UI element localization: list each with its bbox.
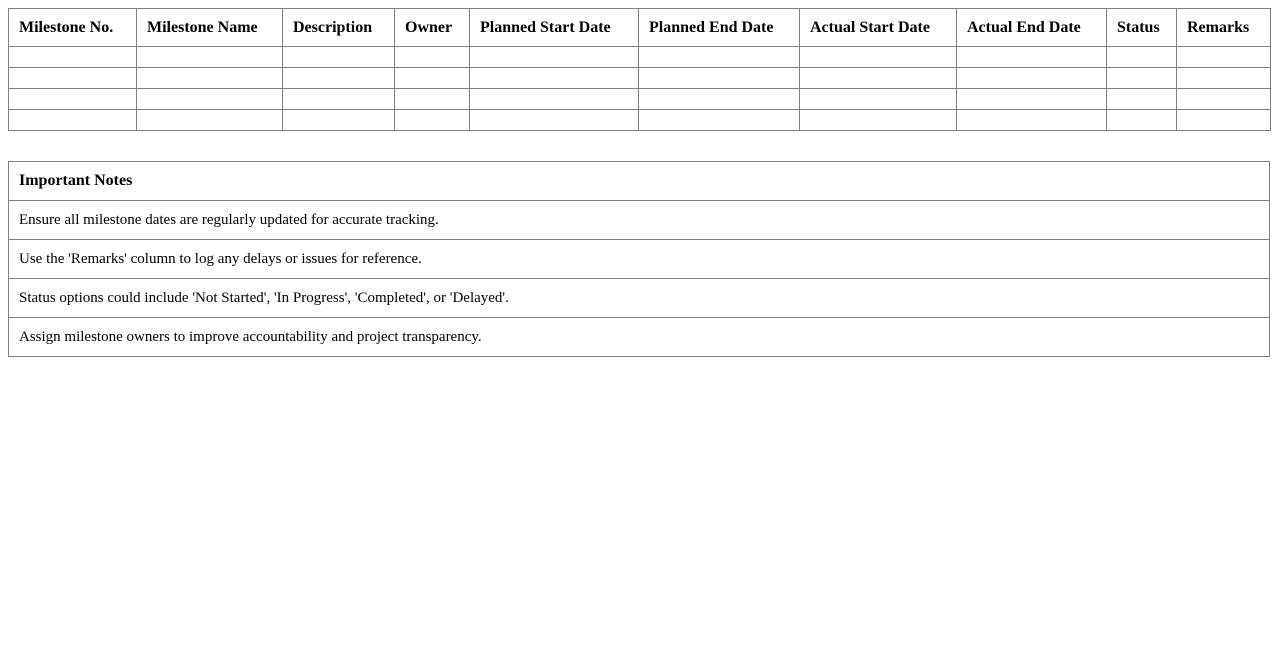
table-cell[interactable] — [1177, 110, 1271, 131]
column-header-planned-start-date: Planned Start Date — [470, 9, 639, 47]
table-cell[interactable] — [957, 68, 1107, 89]
note-item: Assign milestone owners to improve accountability and project transparency. — [9, 318, 1270, 357]
table-header-row — [9, 9, 1271, 47]
table-cell[interactable] — [137, 68, 283, 89]
table-cell[interactable] — [395, 47, 470, 68]
notes-title: Important Notes — [9, 162, 1270, 201]
table-cell[interactable] — [9, 89, 137, 110]
table-cell[interactable] — [1177, 68, 1271, 89]
column-header-planned-end-date: Planned End Date — [639, 9, 800, 47]
table-cell[interactable] — [800, 110, 957, 131]
table-cell[interactable] — [1107, 110, 1177, 131]
table-cell[interactable] — [9, 110, 137, 131]
table-cell[interactable] — [957, 89, 1107, 110]
table-cell[interactable] — [470, 110, 639, 131]
note-row — [9, 201, 1270, 240]
table-row — [9, 47, 1271, 68]
table-cell[interactable] — [137, 110, 283, 131]
note-item: Ensure all milestone dates are regularly updated for accurate tracking. — [9, 201, 1270, 240]
note-item: Use the 'Remarks' column to log any delays or issues for reference. — [9, 240, 1270, 279]
table-cell[interactable] — [1177, 47, 1271, 68]
table-cell[interactable] — [639, 68, 800, 89]
table-cell[interactable] — [470, 89, 639, 110]
table-cell[interactable] — [470, 47, 639, 68]
table-cell[interactable] — [800, 68, 957, 89]
table-cell[interactable] — [1107, 47, 1177, 68]
table-row — [9, 68, 1271, 89]
column-header-actual-end-date: Actual End Date — [957, 9, 1107, 47]
table-cell[interactable] — [395, 110, 470, 131]
table-cell[interactable] — [283, 68, 395, 89]
table-cell[interactable] — [639, 110, 800, 131]
table-cell[interactable] — [639, 89, 800, 110]
table-cell[interactable] — [1107, 89, 1177, 110]
note-row — [9, 318, 1270, 357]
milestone-table — [8, 8, 1271, 131]
notes-title-row — [9, 162, 1270, 201]
table-cell[interactable] — [800, 47, 957, 68]
table-cell[interactable] — [137, 47, 283, 68]
table-row — [9, 89, 1271, 110]
table-cell[interactable] — [470, 68, 639, 89]
table-cell[interactable] — [283, 89, 395, 110]
column-header-description: Description — [283, 9, 395, 47]
table-cell[interactable] — [395, 68, 470, 89]
table-cell[interactable] — [957, 110, 1107, 131]
table-cell[interactable] — [639, 47, 800, 68]
table-cell[interactable] — [395, 89, 470, 110]
table-cell[interactable] — [283, 47, 395, 68]
table-cell[interactable] — [1107, 68, 1177, 89]
note-item: Status options could include 'Not Started', 'In Progress', 'Completed', or 'Delayed'. — [9, 279, 1270, 318]
table-cell[interactable] — [283, 110, 395, 131]
column-header-actual-start-date: Actual Start Date — [800, 9, 957, 47]
table-cell[interactable] — [800, 89, 957, 110]
column-header-owner: Owner — [395, 9, 470, 47]
table-cell[interactable] — [1177, 89, 1271, 110]
column-header-status: Status — [1107, 9, 1177, 47]
important-notes-table — [8, 161, 1270, 357]
table-cell[interactable] — [957, 47, 1107, 68]
table-cell[interactable] — [9, 68, 137, 89]
table-row — [9, 110, 1271, 131]
column-header-milestone-name: Milestone Name — [137, 9, 283, 47]
table-cell[interactable] — [137, 89, 283, 110]
column-header-remarks: Remarks — [1177, 9, 1271, 47]
note-row — [9, 240, 1270, 279]
note-row — [9, 279, 1270, 318]
table-cell[interactable] — [9, 47, 137, 68]
column-header-milestone-no: Milestone No. — [9, 9, 137, 47]
